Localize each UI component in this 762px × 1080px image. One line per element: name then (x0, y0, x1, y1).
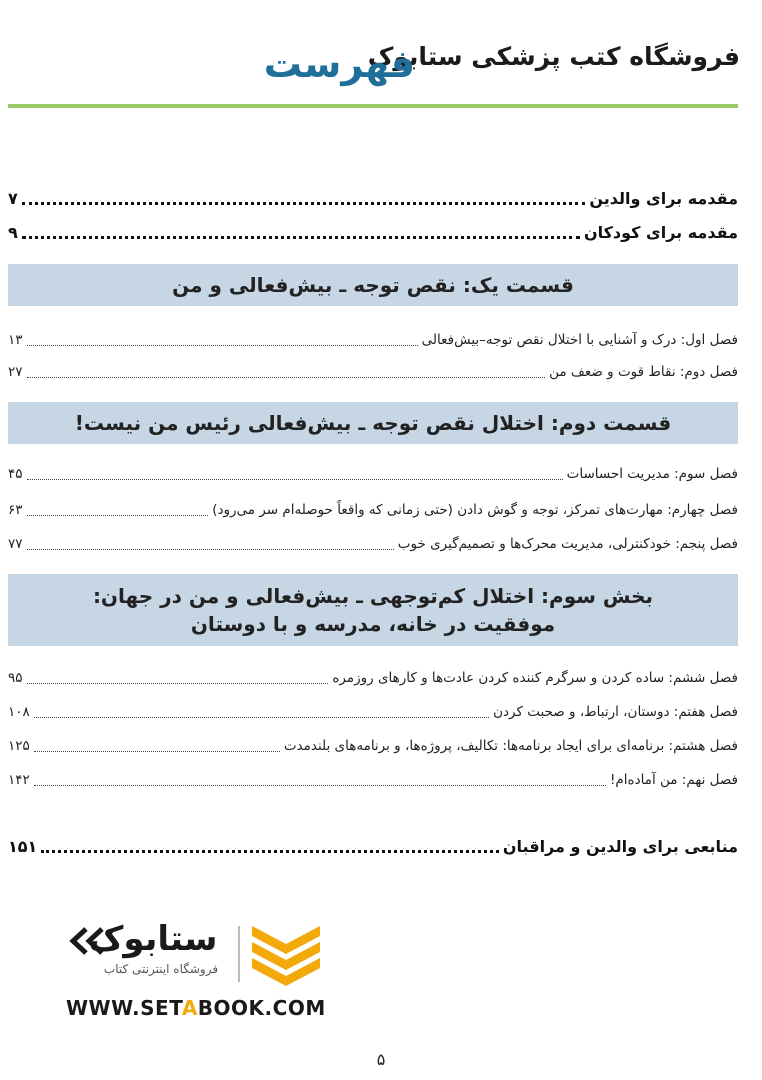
dot-leader (27, 549, 394, 550)
page-title: فهرست (263, 42, 415, 86)
toc-entry-label: فصل هفتم: دوستان، ارتباط، و صحبت کردن (493, 704, 738, 720)
part-heading-line: قسمت یک: نقص توجه ـ بیش‌فعالی و من (172, 273, 574, 297)
toc-entry-page: ۱۴۲ (8, 772, 30, 788)
page-number: ۵ (376, 1050, 386, 1069)
part-heading-line: بخش سوم: اختلال کم‌توجهی ـ بیش‌فعالی و من در جهان: (92, 584, 654, 608)
brand-wordmark: ستابوک (88, 919, 218, 959)
dot-leader (41, 850, 499, 853)
part-heading-2 (8, 402, 738, 444)
toc-chapter-5[interactable] (8, 528, 738, 556)
dot-leader (27, 377, 546, 378)
site-url[interactable] (66, 996, 328, 1020)
dot-leader (27, 515, 209, 516)
toc-entry-label: فصل اول: درک و آشنایی با اختلال نقص توجه–بیش‌فعالی (421, 332, 738, 348)
toc-entry-label: فصل دوم: نقاط قوت و ضعف من (549, 364, 738, 380)
dot-leader (27, 479, 563, 480)
toc-chapter-2[interactable] (8, 356, 738, 384)
toc-entry-page: ۶۳ (8, 502, 23, 518)
toc-entry-kids-intro[interactable] (8, 218, 738, 246)
book-stack-icon (246, 918, 326, 988)
site-url-prefix: WWW.SET (66, 996, 182, 1020)
toc-entry-label: فصل سوم: مدیریت احساسات (566, 466, 738, 482)
dot-leader (22, 236, 580, 239)
toc-chapter-1[interactable] (8, 324, 738, 352)
toc-entry-label: مقدمه برای والدین (589, 189, 738, 208)
toc-entry-page: ۹۵ (8, 670, 23, 686)
toc-chapter-8[interactable] (8, 730, 738, 758)
toc-entry-label: منابعی برای والدین و مراقبان (502, 837, 738, 856)
dot-leader (27, 683, 329, 684)
toc-entry-resources[interactable] (8, 832, 738, 860)
brand-tagline: فروشگاه اینترنتی کتاب (103, 962, 219, 976)
toc-entry-parents-intro[interactable] (8, 184, 738, 212)
toc-entry-page: ۹ (8, 223, 18, 242)
toc-entry-label: فصل نهم: من آماده‌ام! (610, 772, 738, 788)
toc-chapter-4[interactable] (8, 494, 738, 522)
logo-divider (238, 926, 240, 982)
toc-entry-page: ۷ (8, 189, 18, 208)
toc-entry-page: ۱۳ (8, 332, 23, 348)
header-divider (8, 104, 738, 108)
part-heading-1 (8, 264, 738, 306)
toc-entry-page: ۷۷ (8, 536, 23, 552)
toc-entry-label: فصل چهارم: مهارت‌های تمرکز، توجه و گوش دادن (حتی زمانی که واقعاً حوصله‌ام سر می‌رود) (212, 502, 738, 518)
toc-entry-label: فصل هشتم: برنامه‌ای برای ایجاد برنامه‌ها: تکالیف، پروژه‌ها، و برنامه‌های بلندمدت (283, 738, 738, 754)
dot-leader (34, 785, 606, 786)
toc-entry-page: ۱۵۱ (8, 837, 38, 856)
part-heading-line: موفقیت در خانه، مدرسه و با دوستان (190, 612, 556, 636)
site-url-suffix: BOOK.COM (197, 996, 326, 1020)
part-heading-3 (8, 574, 738, 646)
toc-chapter-3[interactable] (8, 458, 738, 486)
toc-chapter-6[interactable] (8, 662, 738, 690)
toc-entry-label: فصل پنجم: خودکنترلی، مدیریت محرک‌ها و تصمیم‌گیری خوب (397, 536, 738, 552)
toc-chapter-7[interactable] (8, 696, 738, 724)
toc-entry-page: ۴۵ (8, 466, 23, 482)
dot-leader (27, 345, 418, 346)
toc-entry-page: ۱۲۵ (8, 738, 30, 754)
toc-chapter-9[interactable] (8, 764, 738, 792)
dot-leader (22, 202, 586, 205)
setabook-logo[interactable] (66, 918, 328, 1028)
dot-leader (34, 751, 280, 752)
store-name: فروشگاه کتب پزشکی ستابوک (367, 42, 740, 71)
toc-entry-page: ۲۷ (8, 364, 23, 380)
toc-entry-label: مقدمه برای کودکان (583, 223, 738, 242)
part-heading-line: قسمت دوم: اختلال نقص توجه ـ بیش‌فعالی رئیس من نیست! (74, 411, 672, 435)
page-header (263, 40, 740, 86)
dot-leader (34, 717, 489, 718)
site-url-highlight: A (181, 996, 198, 1020)
toc-entry-label: فصل ششم: ساده کردن و سرگرم کننده کردن عادت‌ها و کارهای روزمره (332, 670, 738, 686)
toc-entry-page: ۱۰۸ (8, 704, 30, 720)
